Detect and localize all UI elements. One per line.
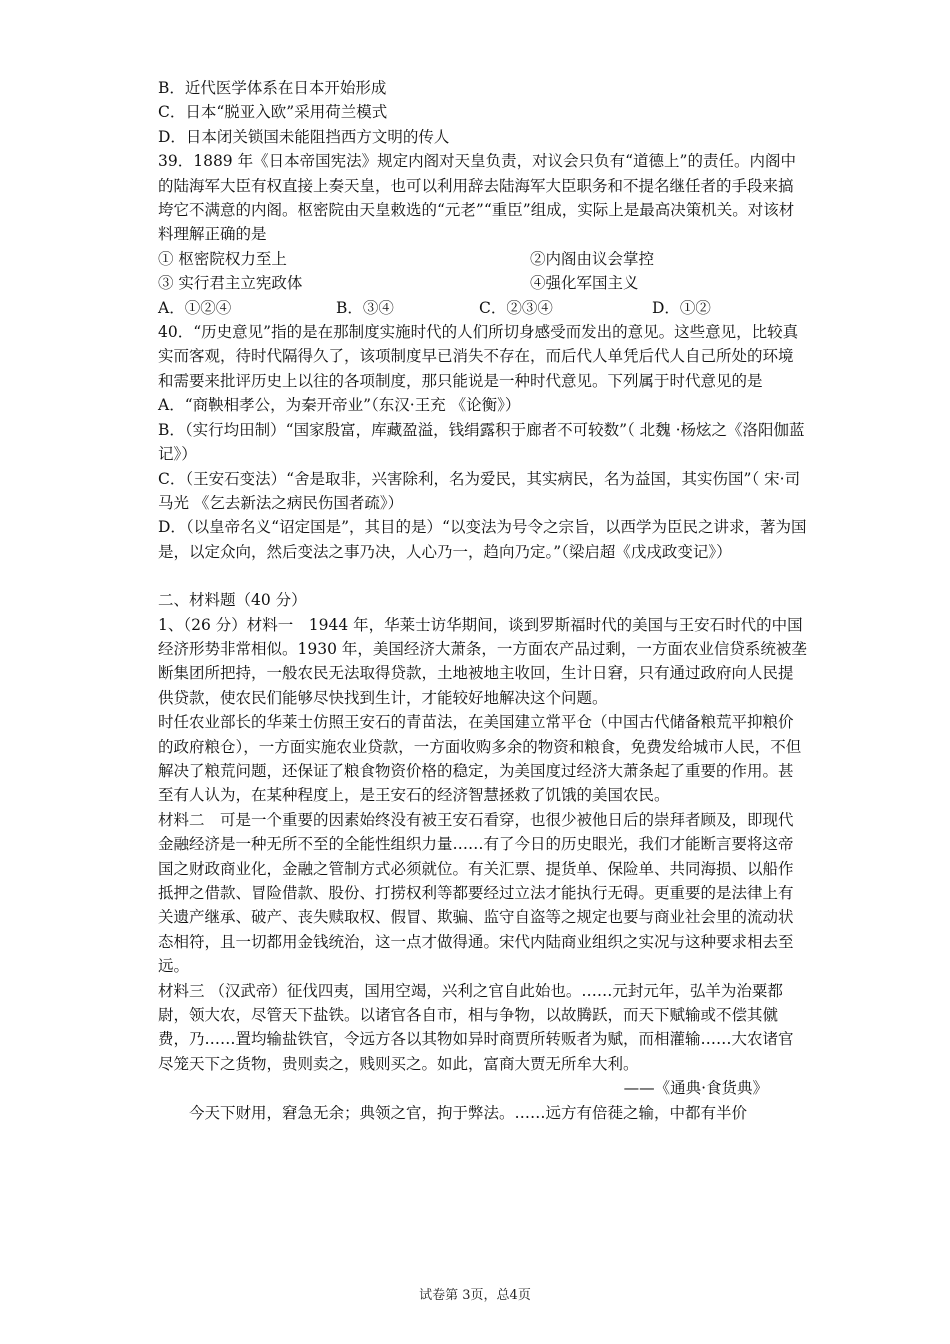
q40-stem: 40．“历史意见”指的是在那制度实施时代的人们所切身感受而发出的意见。这些意见，比较真实而客观，待时代隔得久了，该项制度早已消失不存在，而后代人单凭后代人自己所处的环境和需要来批评历史上以往的各项制度，那只能说是一种时代意见。下列属于时代意见的是 bbox=[158, 323, 799, 390]
q39-answers bbox=[158, 296, 808, 320]
page-footer: 试卷第 3页，总4页 bbox=[419, 1288, 531, 1303]
q39-item-1: ① 枢密院权力至上 bbox=[158, 249, 287, 268]
q40-option-c: C．（王安石变法）“舍是取非，兴害除利，名为爱民，其实病民，名为益国，其实伤国”（ 宋·司马光 《乞去新法之病民伤国者疏》） bbox=[158, 469, 801, 512]
q40-option-b: B．（实行均田制）“国家殷富，库藏盈溢，钱绢露积于廊者不可较数”（ 北魏 ·杨炫之《洛阳伽蓝记》） bbox=[158, 420, 805, 464]
q39-item-3: ③ 实行君主立宪政体 bbox=[158, 274, 303, 293]
q38-option-c: C．日本“脱亚入欧”采用荷兰模式 bbox=[158, 103, 388, 122]
q39-items-row-2 bbox=[158, 271, 808, 295]
section-gap bbox=[158, 564, 808, 588]
q39-items-row-1 bbox=[158, 247, 808, 271]
q1-material-1-para-1: 1、（26 分）材料一 1944 年，华莱士访华期间，谈到罗斯福时代的美国与王安石时代的中国经济形势非常相似。1930 年，美国经济大萧条，一方面农产品过剩，一方面农业信贷系统被垄断集团所把持，一般农民无法取得贷款，土地被地主收回，生计日窘，只有通过政府向人民提供贷款，使农民们能够尽快找到生计，才能较好地解决这个问题。 bbox=[158, 615, 807, 707]
q39-stem: 39．1889 年《日本帝国宪法》规定内阁对天皇负责，对议会只负有“道德上”的责任。内阁中的陆海军大臣有权直接上奏天皇，也可以利用辞去陆海军大臣职务和不提名继任者的手段来搞垮它不满意的内阁。枢密院由天皇敕选的“元老”“重臣”组成，实际上是最高决策机关。对该材料理解正确的是 bbox=[158, 152, 796, 244]
q1-material-2: 材料二 可是一个重要的因素始终没有被王安石看穿，也很少被他日后的崇拜者顾及，即现代金融经济是一种无所不至的全能性组织力量……有了今日的历史眼光，我们才能断言要将这帝国之财政商业化，金融之管制方式必须就位。有关汇票、提货单、保险单、共同海损、以船作抵押之借款、冒险借款、股份、打捞权利等都要经过立法才能执行无碍。更重要的是法律上有关遗产继承、破产、丧失赎取权、假冒、欺骗、监守自盗等之规定也要与商业社会里的流动状态相符，且一切都用金钱统治，这一点才做得通。宋代内陆商业组织之实况与这种要求相去至远。 bbox=[158, 810, 794, 976]
q39-answer-a: A．①②④ bbox=[158, 298, 232, 317]
q39-answer-d: D．①② bbox=[652, 298, 711, 317]
q38-option-b: B．近代医学体系在日本开始形成 bbox=[158, 79, 387, 97]
q39-item-4: ④强化军国主义 bbox=[530, 274, 639, 293]
q1-material-1-para-2: 时任农业部长的华莱士仿照王安石的青苗法，在美国建立常平仓（中国古代储备粮荒平抑粮价的政府粮仓），一方面实施农业贷款，一方面收购多余的物资和粮食，免费发给城市人民，不但解决了粮荒问题，还保证了粮食物资价格的稳定，为美国度过经济大萧条起了重要的作用。甚至有人认为，在某种程度上，是王安石的经济智慧拯救了饥饿的美国农民。 bbox=[158, 713, 802, 805]
q40-option-a: A．“商鞅相孝公，为秦开帝业”（东汉·王充 《论衡》） bbox=[158, 396, 521, 415]
q39-answer-b: B．③④ bbox=[336, 298, 394, 317]
q38-option-d: D．日本闭关锁国未能阻挡西方文明的传人 bbox=[158, 127, 450, 146]
page-content bbox=[158, 76, 808, 1125]
q1-material-3-source: ——《通典·食货典》 bbox=[623, 1079, 768, 1098]
q39-answer-c: C．②③④ bbox=[479, 298, 553, 317]
section-2-heading: 二、材料题（40 分） bbox=[158, 591, 307, 610]
q1-material-4-start: 今天下财用，窘急无余；典领之官，拘于弊法。……远方有倍蓰之输，中都有半价 bbox=[189, 1103, 748, 1122]
q39-item-2: ②内阁由议会掌控 bbox=[530, 249, 655, 268]
q40-option-d: D．（以皇帝名义“诏定国是”，其目的是）“以变法为号令之宗旨，以西学为臣民之讲求，著为国是，以定众向，然后变法之事乃决，人心乃一，趋向乃定。”（梁启超《戊戌政变记》） bbox=[158, 518, 807, 561]
q1-material-3: 材料三 （汉武帝）征伐四夷，国用空竭，兴利之官自此始也。……元封元年，弘羊为治粟都尉，领大农，尽管天下盐铁。以诸官各自市，相与争物，以故腾跃，而天下赋输或不偿其僦费，乃……置均输盐铁官，令远方各以其物如异时商贾所转贩者为赋，而相灌输……大农诸官尽笼天下之货物，贵则卖之，贱则买之。如此，富商大贾无所牟大利。 bbox=[158, 981, 794, 1073]
